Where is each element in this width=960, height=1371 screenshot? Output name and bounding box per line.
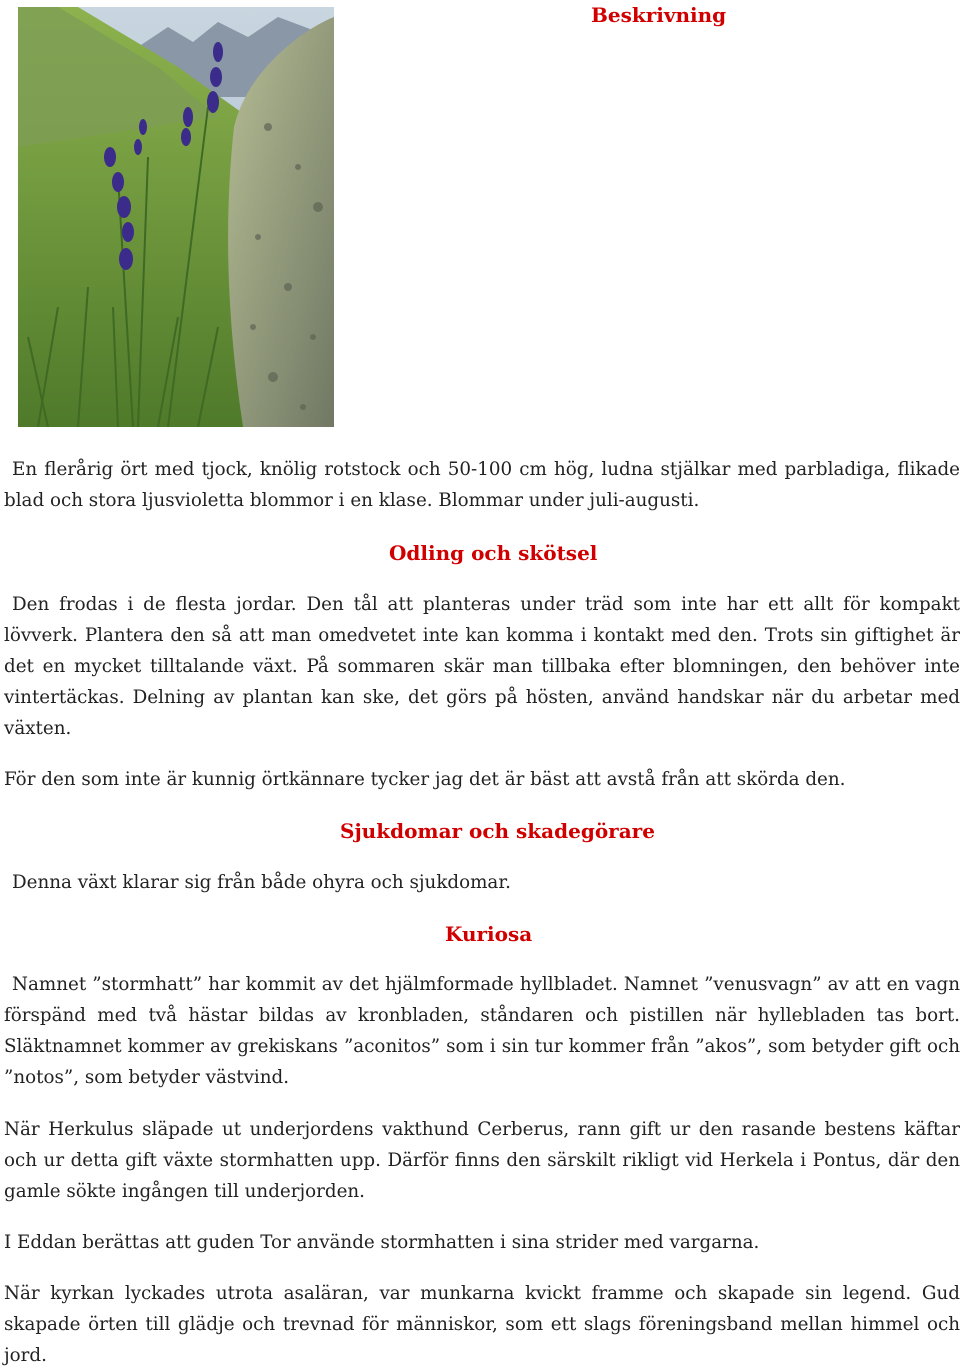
paragraph-herkules: När Herkulus släpade ut underjordens vakthund Cerberus, rann gift ur den rasande bestens käftar och ur detta gift växte stormhatten upp. Därför finns den särskilt rikligt vid Herkela i Pontus, där den gamle sökte ingången till underjorden. (4, 1119, 960, 1202)
paragraph-name-origin: Namnet ”stormhatt” har kommit av det hjälmformade hyllbladet. Namnet ”venusvagn” av att en vagn förspänd med två hästar bildas av kronbladen, ståndaren och pistillen när hyllebladen tas bort. Släktnamnet kommer av grekiskans ”aconitos” som i sin tur kommer från ”akos”, som betyder gift och ”notos”, som betyder västvind. (4, 974, 960, 1088)
paragraph-cultivation: Den frodas i de flesta jordar. Den tål att planteras under träd som inte har ett allt för kompakt lövverk. Plantera den så att man omedvetet inte kan komma i kontakt med den. Trots sin giftighet är det en mycket tilltalande växt. På sommaren skär man tillbaka efter blomningen, den behöver inte vintertäckas. Delning av plantan kan ske, det görs på hösten, använd handskar när du arbetar med växten. (4, 594, 960, 739)
heading-odling: Odling och skötsel (389, 541, 598, 565)
heading-beskrivning: Beskrivning (591, 3, 727, 27)
heading-sjukdomar: Sjukdomar och skadegörare (340, 819, 655, 843)
plant-photo-icon (18, 7, 334, 427)
plant-photo (18, 7, 334, 427)
paragraph-harvest: För den som inte är kunnig örtkännare tycker jag det är bäst att avstå från att skörda den. (4, 769, 846, 790)
paragraph-diseases: Denna växt klarar sig från både ohyra och sjukdomar. (12, 872, 511, 893)
paragraph-description: En flerårig ört med tjock, knölig rotstock och 50-100 cm hög, ludna stjälkar med parbladiga, flikade blad och stora ljusvioletta blommor i en klase. Blommar under juli-augusti. (4, 459, 960, 511)
paragraph-legend: När kyrkan lyckades utrota asaläran, var munkarna kvickt framme och skapade sin legend. Gud skapade örten till glädje och trevnad för människor, som ett slags föreningsband mellan himmel och jord. (4, 1283, 960, 1366)
heading-kuriosa: Kuriosa (445, 922, 533, 946)
paragraph-eddan: I Eddan berättas att guden Tor använde stormhatten i sina strider med vargarna. (4, 1232, 760, 1253)
